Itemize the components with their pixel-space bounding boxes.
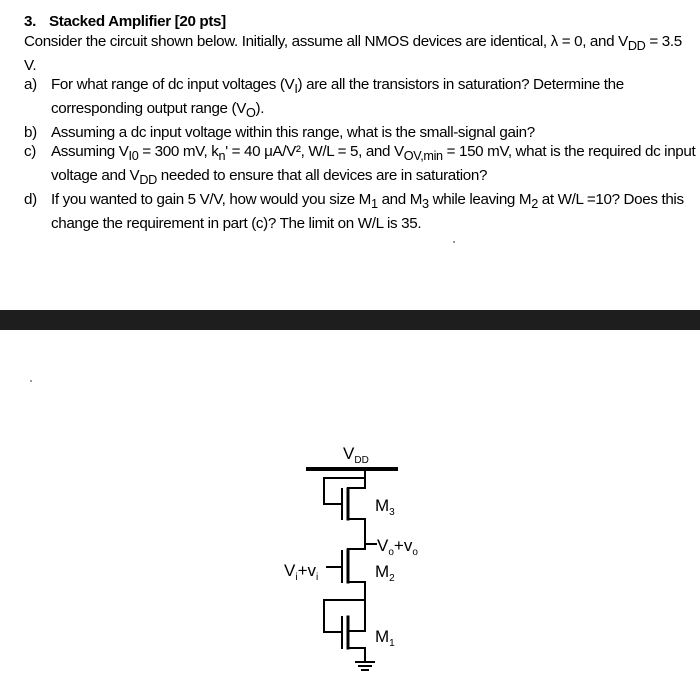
input-label: $V_i+v_i$ (284, 561, 319, 583)
transistor-m3 (324, 469, 365, 519)
ground-icon (356, 662, 374, 670)
transistor-m2 (327, 549, 365, 582)
part-c: c) Assuming $V_{I0} = 300$ mV, $k_n' = 40$ μA/V², W/L = 5, and $V_{OV,min} = 150$ mV, what is the required dc input voltage and $V_{DD}$ needed to ensure that all devices are in saturation? (24, 143, 696, 188)
part-d: d) If you wanted to gain 5 V/V, how would you size $M_1$ and $M_3$ while leaving $M_2$ at W/L =10? Does this change the requirement in part (c)? The limit on W/L is 35. (24, 191, 684, 233)
transistor-m1 (324, 600, 365, 648)
vdd-label: $V_{DD}$ (343, 444, 369, 466)
part-b: b) Assuming a dc input voltage within this range, what is the small-signal gain? (24, 124, 535, 142)
output-label: $V_o+v_o$ (377, 536, 418, 558)
problem-title-text: Stacked Amplifier [20 pts] (49, 13, 226, 30)
m3-label: $M_3$ (375, 496, 395, 518)
m2-label: $M_2$ (375, 562, 395, 584)
problem-intro: Consider the circuit shown below. Initially, assume all NMOS devices are identical, λ = 0, and $V_{DD} = 3.5$ V. (24, 33, 682, 75)
part-a: a) For what range of dc input voltages $(V_I)$ are all the transistors in saturation? Determine the corresponding output range $(V_O)$. (24, 76, 624, 121)
problem-number: 3. (24, 13, 36, 30)
m1-label: $M_1$ (375, 627, 395, 649)
